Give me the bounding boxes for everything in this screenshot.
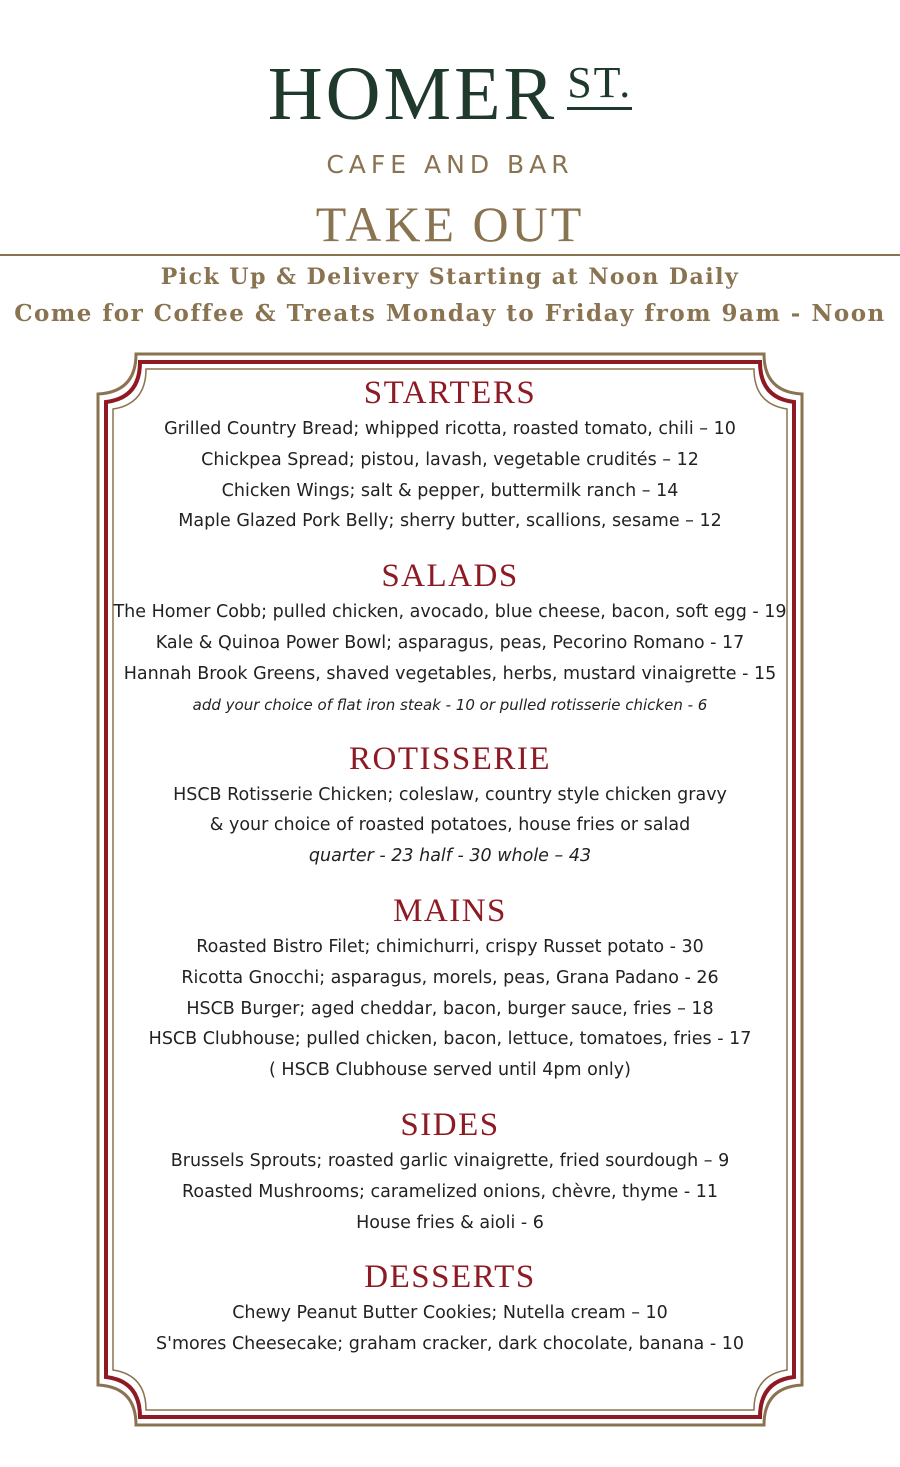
menu-item: House fries & aioli - 6 xyxy=(356,1212,544,1233)
section-title-mains: MAINS xyxy=(393,892,507,929)
menu-item: HSCB Rotisserie Chicken; coleslaw, country style chicken gravy xyxy=(173,784,727,805)
menu-item: S'mores Cheesecake; graham cracker, dark chocolate, banana - 10 xyxy=(156,1334,744,1355)
menu-item: & your choice of roasted potatoes, house fries or salad xyxy=(209,815,691,836)
brand-logo xyxy=(0,52,900,136)
menu-item: Chickpea Spread; pistou, lavash, vegetable crudités – 12 xyxy=(201,449,699,470)
rotisserie-prices: quarter - 23 half - 30 whole – 43 xyxy=(308,846,592,867)
section-starters xyxy=(110,372,790,537)
section-title-starters: STARTERS xyxy=(363,375,537,411)
menu-item: Roasted Mushrooms; caramelized onions, chèvre, thyme - 11 xyxy=(182,1181,718,1202)
salads-addon-note: add your choice of flat iron steak - 10 or pulled rotisserie chicken - 6 xyxy=(192,695,708,714)
menu-item: Ricotta Gnocchi; asparagus, morels, peas, Grana Padano - 26 xyxy=(181,967,719,988)
brand-suffix: ST. xyxy=(567,58,632,110)
menu-item: Kale & Quinoa Power Bowl; asparagus, peas, Pecorino Romano - 17 xyxy=(155,632,745,653)
section-title-salads: SALADS xyxy=(381,558,519,595)
section-title-desserts: DESSERTS xyxy=(364,1259,536,1296)
section-desserts xyxy=(110,1256,790,1360)
section-rotisserie xyxy=(110,738,790,872)
section-mains xyxy=(110,890,790,1086)
brand-main: HOMER xyxy=(267,52,558,136)
section-title-sides: SIDES xyxy=(400,1106,500,1143)
mains-note: ( HSCB Clubhouse served until 4pm only) xyxy=(269,1060,631,1081)
header-divider xyxy=(0,254,900,256)
section-title-rotisserie: ROTISSERIE xyxy=(348,740,551,777)
menu-item: Maple Glazed Pork Belly; sherry butter, scallions, sesame – 12 xyxy=(178,511,722,532)
menu-item: HSCB Burger; aged cheddar, bacon, burger sauce, fries – 18 xyxy=(186,998,714,1019)
menu-content xyxy=(110,372,790,1360)
hours-line-2: Come for Coffee & Treats Monday to Friday from 9am - Noon xyxy=(14,300,886,327)
section-salads xyxy=(110,555,790,719)
page-title: TAKE OUT xyxy=(315,196,585,252)
menu-item: Brussels Sprouts; roasted garlic vinaigrette, fried sourdough – 9 xyxy=(170,1150,730,1171)
menu-item: Hannah Brook Greens, shaved vegetables, herbs, mustard vinaigrette - 15 xyxy=(123,663,777,684)
menu-item: Chewy Peanut Butter Cookies; Nutella cream – 10 xyxy=(232,1303,668,1324)
section-sides xyxy=(110,1104,790,1238)
menu-item: Roasted Bistro Filet; chimichurri, crispy Russet potato - 30 xyxy=(196,936,704,957)
menu-item: The Homer Cobb; pulled chicken, avocado, blue cheese, bacon, soft egg - 19 xyxy=(113,602,787,623)
hours-line-1: Pick Up & Delivery Starting at Noon Daily xyxy=(160,264,740,290)
menu-item: HSCB Clubhouse; pulled chicken, bacon, lettuce, tomatoes, fries - 17 xyxy=(148,1029,752,1050)
menu-item: Chicken Wings; salt & pepper, buttermilk ranch – 14 xyxy=(221,480,679,501)
menu-item: Grilled Country Bread; whipped ricotta, roasted tomato, chili – 10 xyxy=(164,419,736,439)
subtitle: CAFE AND BAR xyxy=(326,150,574,179)
